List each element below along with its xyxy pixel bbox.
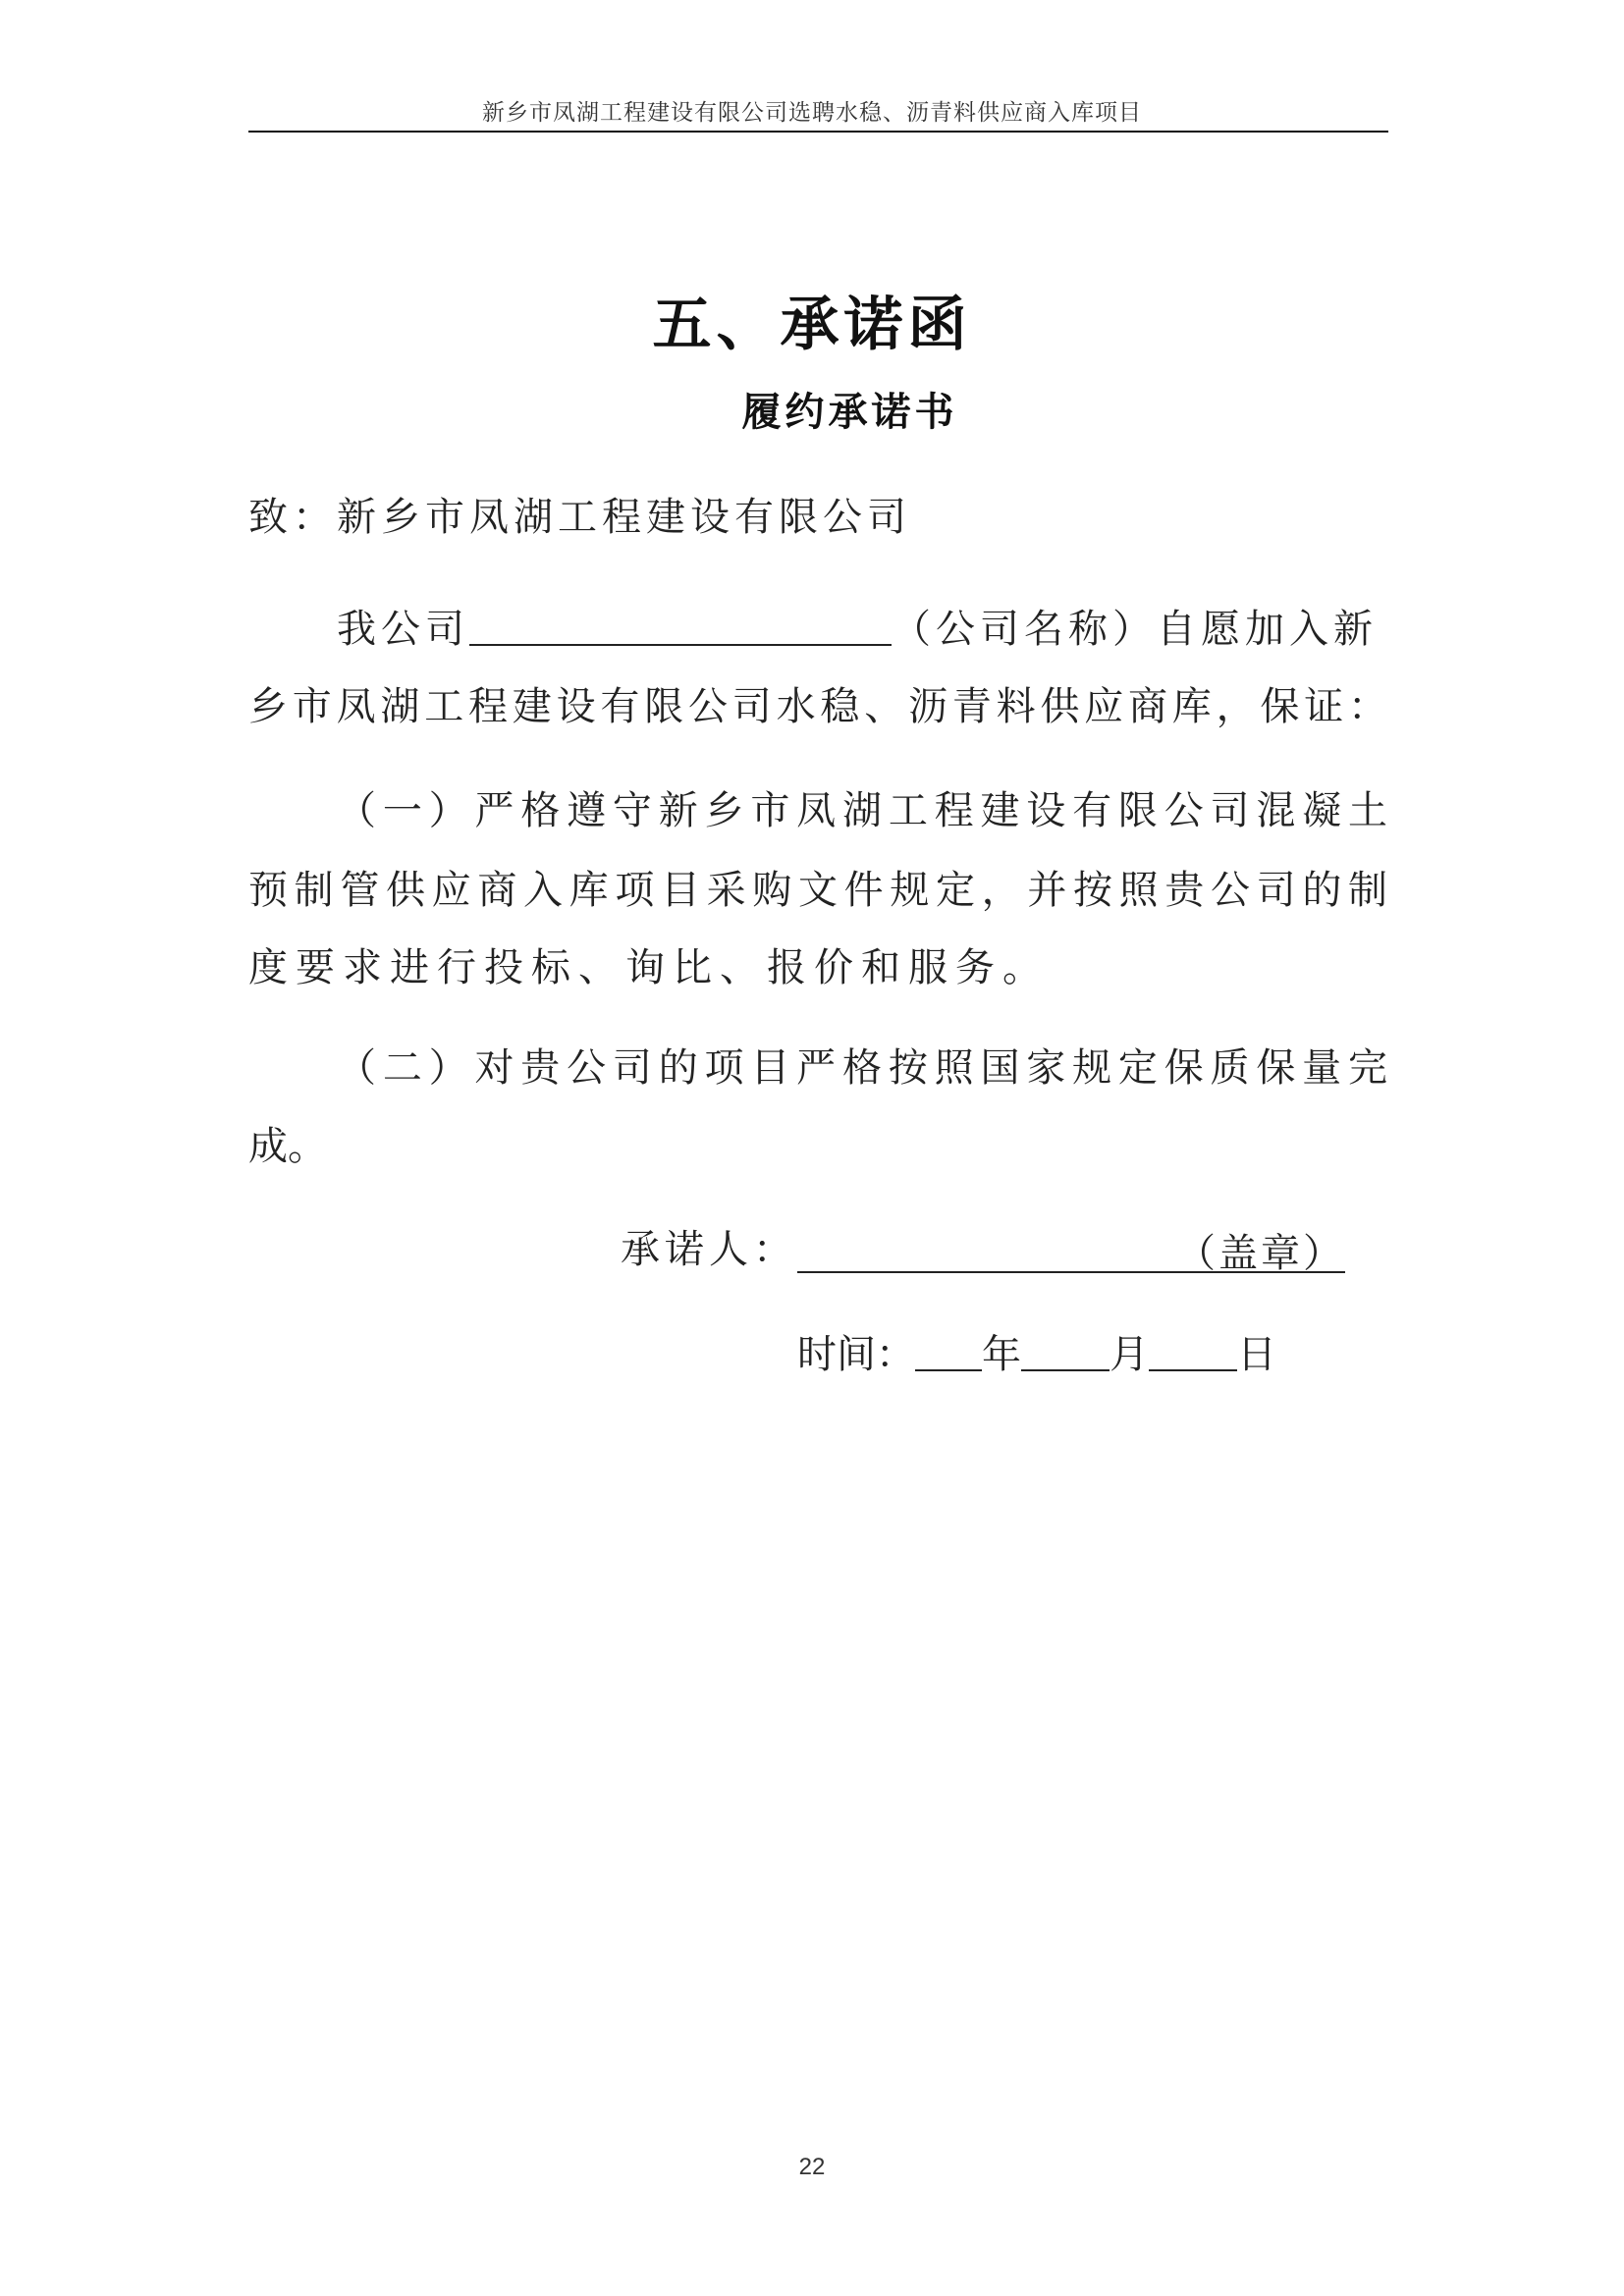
section-title: 五、承诺函	[652, 291, 972, 359]
intro-prefix: 我公司	[337, 607, 469, 652]
company-name-blank[interactable]	[469, 607, 892, 646]
page-number: 22	[798, 2154, 826, 2180]
date-line	[797, 1332, 1276, 1377]
clause-2-line-2: 成。	[248, 1124, 327, 1169]
year-label: 年	[982, 1332, 1021, 1377]
year-blank[interactable]	[915, 1332, 982, 1371]
clause-2-line-1: （二）对贵公司的项目严格按照国家规定保质保量完	[337, 1045, 1387, 1091]
salutation: 致：新乡市凤湖工程建设有限公司	[248, 495, 911, 540]
intro-line-1	[337, 607, 1378, 652]
month-label: 月	[1110, 1332, 1149, 1377]
header-rule	[248, 131, 1388, 133]
seal-label: （盖章）	[1176, 1231, 1345, 1276]
month-blank[interactable]	[1021, 1332, 1110, 1371]
signature-label: 承诺人：	[621, 1227, 797, 1272]
clause-1-line-3: 度要求进行投标、询比、报价和服务。	[248, 945, 1050, 990]
day-label: 日	[1237, 1332, 1276, 1377]
running-header: 新乡市凤湖工程建设有限公司选聘水稳、沥青料供应商入库项目	[482, 100, 1142, 126]
clause-1-line-1: （一）严格遵守新乡市凤湖工程建设有限公司混凝土	[337, 788, 1387, 833]
signature-blank[interactable]	[797, 1231, 1345, 1276]
clause-1-line-2: 预制管供应商入库项目采购文件规定，并按照贵公司的制	[248, 868, 1387, 913]
intro-suffix: （公司名称）自愿加入新	[892, 607, 1378, 652]
letter-title: 履约承诺书	[741, 389, 958, 435]
signature-line	[621, 1227, 1345, 1276]
date-label: 时间：	[797, 1332, 915, 1377]
day-blank[interactable]	[1149, 1332, 1237, 1371]
intro-line-2: 乡市凤湖工程建设有限公司水稳、沥青料供应商库，保证：	[248, 684, 1387, 729]
